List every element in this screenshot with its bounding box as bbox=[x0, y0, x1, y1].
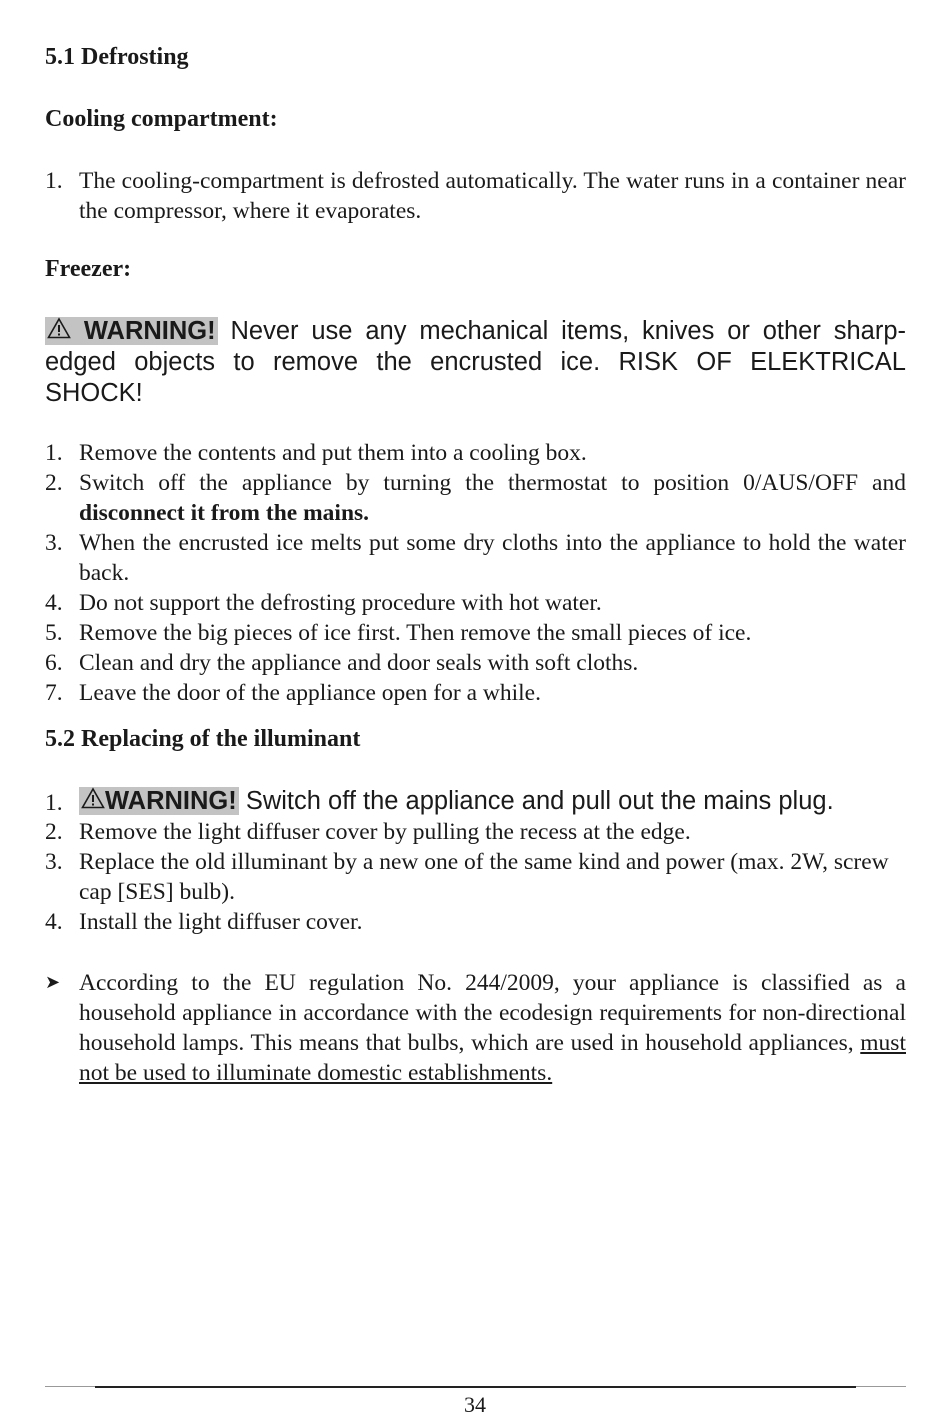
list-text: Install the light diffuser cover. bbox=[79, 909, 363, 935]
list-item bbox=[45, 678, 906, 708]
list-number: 1. bbox=[45, 168, 63, 194]
list-text: Replace the old illuminant by a new one of the same kind and power (max. 2W, screw cap [SES] bulb). bbox=[79, 849, 889, 905]
section-title-defrosting: 5.1 Defrosting bbox=[45, 44, 189, 70]
list-item bbox=[45, 618, 906, 648]
list-text: The cooling-compartment is defrosted automatically. The water runs in a container near the compressor, where it evaporates. bbox=[79, 168, 906, 224]
cooling-heading: Cooling compartment: bbox=[45, 106, 278, 132]
list-text: Leave the door of the appliance open for a while. bbox=[79, 680, 541, 706]
freezer-list bbox=[45, 438, 906, 708]
list-item bbox=[45, 528, 906, 588]
section-title-illuminant: 5.2 Replacing of the illuminant bbox=[45, 726, 361, 752]
warning-triangle-icon bbox=[47, 317, 71, 345]
list-number: 4. bbox=[45, 590, 63, 616]
list-number: 6. bbox=[45, 650, 63, 676]
list-number: 4. bbox=[45, 909, 63, 935]
illuminant-warning-item bbox=[45, 786, 906, 817]
list-number: 2. bbox=[45, 470, 63, 496]
list-text: Remove the contents and put them into a cooling box. bbox=[79, 440, 587, 466]
footer-rule-dark bbox=[95, 1386, 856, 1388]
warning-highlight bbox=[45, 317, 218, 345]
list-text: Clean and dry the appliance and door seals with soft cloths. bbox=[79, 650, 639, 676]
list-item bbox=[45, 166, 906, 226]
list-item bbox=[45, 438, 906, 468]
warning-label: WARNING! bbox=[83, 317, 216, 345]
warning-triangle-icon bbox=[81, 787, 105, 815]
freezer-heading: Freezer: bbox=[45, 256, 132, 282]
list-item bbox=[45, 588, 906, 618]
warning-label: WARNING! bbox=[105, 787, 237, 815]
note-text: According to the EU regulation No. 244/2009, your appliance is classified as a household appliance in accordance with the ecodesign requirements for non-directional household lamps. This means that bulbs, which are used in household appliances, bbox=[79, 970, 906, 1056]
list-text: Remove the light diffuser cover by pulling the recess at the edge. bbox=[79, 819, 691, 845]
list-text: When the encrusted ice melts put some dry cloths into the appliance to hold the water back. bbox=[79, 530, 906, 586]
list-number: 7. bbox=[45, 680, 63, 706]
freezer-warning bbox=[45, 316, 906, 409]
page-number: 34 bbox=[464, 1392, 486, 1417]
list-number: 3. bbox=[45, 530, 63, 556]
list-text: Do not support the defrosting procedure with hot water. bbox=[79, 590, 602, 616]
list-item bbox=[45, 847, 906, 907]
list-number: 3. bbox=[45, 849, 63, 875]
warning-highlight bbox=[79, 787, 239, 815]
arrow-bullet-icon: ➤ bbox=[45, 972, 61, 993]
list-number: 5. bbox=[45, 620, 63, 646]
list-item bbox=[45, 817, 906, 847]
list-number: 1. bbox=[45, 790, 63, 816]
list-item bbox=[45, 468, 906, 528]
list-item bbox=[45, 907, 906, 937]
cooling-list bbox=[45, 166, 906, 226]
list-text: Switch off the appliance by turning the thermostat to position 0/AUS/OFF and bbox=[79, 470, 906, 496]
warning-text: Switch off the appliance and pull out the mains plug. bbox=[238, 787, 834, 815]
eu-regulation-note bbox=[45, 968, 906, 1088]
list-number: 1. bbox=[45, 440, 63, 466]
note-underlined: must not be used to illuminate domestic establishments. bbox=[79, 1030, 906, 1086]
warning-text: Never use any mechanical items, knives or other sharp-edged objects to remove the encrusted ice. RISK OF ELEKTRICAL SHOCK! bbox=[45, 317, 906, 407]
list-text: Remove the big pieces of ice first. Then remove the small pieces of ice. bbox=[79, 620, 752, 646]
list-text-bold: disconnect it from the mains. bbox=[79, 500, 370, 526]
list-number: 2. bbox=[45, 819, 63, 845]
illuminant-list bbox=[45, 817, 906, 937]
list-item bbox=[45, 648, 906, 678]
